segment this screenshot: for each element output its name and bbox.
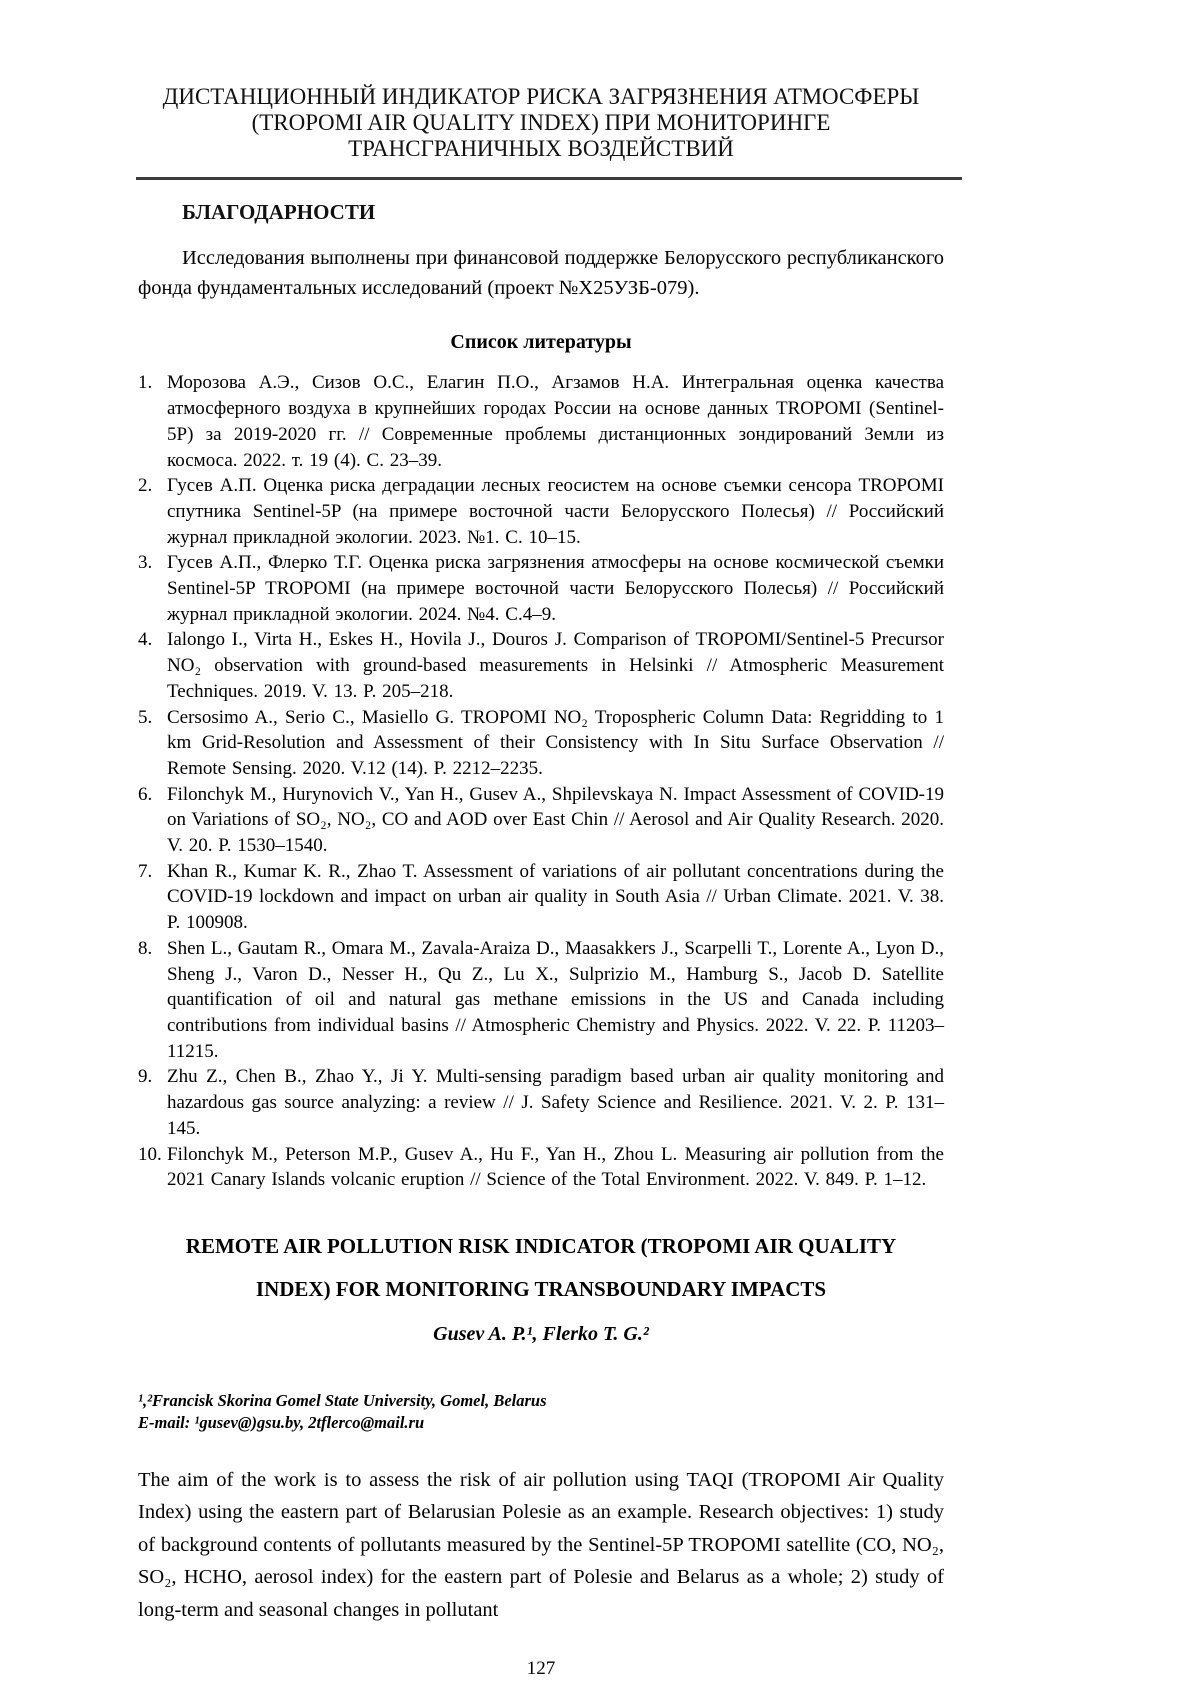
english-title xyxy=(138,1225,944,1311)
reference-item xyxy=(138,705,944,782)
reference-text: Zhu Z., Chen B., Zhao Y., Ji Y. Multi-sensing paradigm based urban air quality monitoring and hazardous gas source analyzing: a review // J. Safety Science and Resilience. 2021. V. 2. P. 131–145. xyxy=(167,1066,944,1139)
reference-number: 10. xyxy=(138,1143,162,1165)
acknowledgments-heading: БЛАГОДАРНОСТИ xyxy=(182,200,376,225)
reference-item xyxy=(138,550,944,627)
reference-text: Гусев А.П. Оценка риска деградации лесных геосистем на основе съемки сенсора TROPOMI спутника Sentinel-5P (на примере восточной части Белорусского Полесья) // Российский журнал прикладной экологии. 2023. №1. С. 10–15. xyxy=(167,475,944,548)
reference-number: 8. xyxy=(138,937,153,959)
reference-number: 5. xyxy=(138,706,153,728)
reference-number: 3. xyxy=(138,552,153,574)
reference-item xyxy=(138,1142,944,1193)
title-divider xyxy=(136,177,962,180)
reference-text: Гусев А.П., Флерко Т.Г. Оценка риска загрязнения атмосферы на основе космической съемки Sentinel-5P TROPOMI (на примере восточной части Белорусского Полесья) // Российский журнал прикладной экологии. 2024. №4. С.4–9. xyxy=(167,552,944,625)
page-title-line-1: ДИСТАНЦИОННЫЙ ИНДИКАТОР РИСКА ЗАГРЯЗНЕНИЯ АТМОСФЕРЫ xyxy=(162,84,920,109)
page-number: 127 xyxy=(526,1658,556,1680)
references-list xyxy=(138,370,944,1193)
english-title-line-2: INDEX) FOR MONITORING TRANSBOUNDARY IMPACTS xyxy=(255,1276,827,1301)
english-abstract: The aim of the work is to assess the risk of air pollution using TAQI (TROPOMI Air Quality Index) using the eastern part of Belarusian Polesie as an example. Research objectives: 1) study of background contents of pollutants measured by the Sentinel-5P TROPOMI satellite (CO, NO₂, SO₂, HCHO, aerosol index) for the eastern part of Polesie and Belarus as a whole; 2) study of long-term and seasonal changes in pollutant xyxy=(138,1468,944,1621)
page-title-line-2: (TROPOMI AIR QUALITY INDEX) ПРИ МОНИТОРИНГЕ xyxy=(251,110,831,135)
page-title xyxy=(138,84,944,162)
reference-text: Cersosimo A., Serio C., Masiello G. TROPOMI NO₂ Tropospheric Column Data: Regridding to 1 km Grid-Resolution and Assessment of their Consistency with In Situ Surface Observation // Remote Sensing. 2020. V.12 (14). P. 2212–2235. xyxy=(167,706,944,779)
reference-number: 2. xyxy=(138,475,153,497)
reference-item xyxy=(138,370,944,473)
reference-number: 9. xyxy=(138,1066,153,1088)
reference-item xyxy=(138,1064,944,1141)
page-content xyxy=(138,0,944,1680)
reference-number: 7. xyxy=(138,860,153,882)
references-heading: Список литературы xyxy=(450,331,632,354)
reference-text: Морозова А.Э., Сизов О.С., Елагин П.О., Агзамов Н.А. Интегральная оценка качества атмосферного воздуха в крупнейших городах России на основе данных TROPOMI (Sentinel-5P) за 2019-2020 гг. // Современные проблемы дистанционных зондирований Земли из космоса. 2022. т. 19 (4). С. 23–39. xyxy=(167,372,944,471)
reference-text: Khan R., Kumar K. R., Zhao T. Assessment of variations of air pollutant concentrations during the COVID-19 lockdown and impact on urban air quality in South Asia // Urban Climate. 2021. V. 38. P. 100908. xyxy=(167,860,944,934)
reference-item xyxy=(138,782,944,859)
reference-item xyxy=(138,936,944,1065)
reference-item xyxy=(138,859,944,936)
email-line: E-mail: ¹gusev@)gsu.by, 2tflerco@mail.ru xyxy=(138,1412,425,1432)
reference-item xyxy=(138,627,944,704)
reference-text: Shen L., Gautam R., Omara M., Zavala-Araiza D., Maasakkers J., Scarpelli T., Lorente A., Lyon D., Sheng J., Varon D., Nesser H., Qu Z., Lu X., Sulprizio M., Hamburg S., Jacob D. Satellite quantification of oil and natural gas methane emissions in the US and Canada including contributions from individual basins // Atmospheric Chemistry and Physics. 2022. V. 22. P. 11203–11215. xyxy=(167,937,944,1062)
reference-item xyxy=(138,473,944,550)
english-title-line-1: REMOTE AIR POLLUTION RISK INDICATOR (TROPOMI AIR QUALITY xyxy=(185,1233,897,1258)
reference-number: 6. xyxy=(138,783,153,805)
page-title-line-3: ТРАНСГРАНИЧНЫХ ВОЗДЕЙСТВИЙ xyxy=(348,136,734,161)
authors-line: Gusev A. P.¹, Flerko T. G.² xyxy=(433,1322,649,1345)
reference-text: Filonchyk M., Hurynovich V., Yan H., Gusev A., Shpilevskaya N. Impact Assessment of COVID-19 on Variations of SO₂, NO₂, CO and AOD over East Chin // Aerosol and Air Quality Research. 2020. V. 20. P. 1530–1540. xyxy=(167,783,944,857)
reference-number: 1. xyxy=(138,372,153,394)
affiliation-block xyxy=(138,1390,944,1434)
reference-text: Ialongo I., Virta H., Eskes H., Hovila J., Douros J. Comparison of TROPOMI/Sentinel-5 Precursor NO₂ observation with ground-based measurements in Helsinki // Atmospheric Measurement Techniques. 2019. V. 13. P. 205–218. xyxy=(167,629,944,702)
reference-text: Filonchyk M., Peterson M.P., Gusev A., Hu F., Yan H., Zhou L. Measuring air pollution from the 2021 Canary Islands volcanic eruption // Science of the Total Environment. 2022. V. 849. P. 1–12. xyxy=(167,1143,944,1191)
acknowledgments-text: Исследования выполнены при финансовой поддержке Белорусского республиканского фонда фундаментальных исследований (проект №Х25УЗБ-079). xyxy=(138,247,944,300)
affiliation-line: ¹,²Francisk Skorina Gomel State University, Gomel, Belarus xyxy=(138,1390,547,1410)
reference-number: 4. xyxy=(138,629,153,651)
